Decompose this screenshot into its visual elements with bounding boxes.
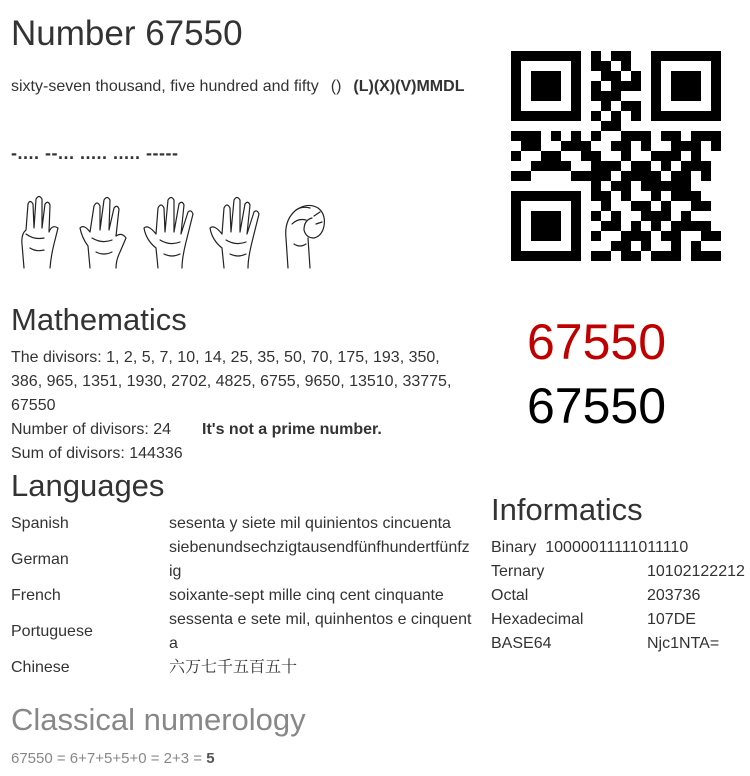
roman-numeral: (L)(X)(V)MMDL xyxy=(353,78,465,95)
info-value: 10000011111011110 xyxy=(545,539,689,556)
hand-sign-6-icon xyxy=(22,197,58,269)
number-of-divisors: Number of divisors: 24 xyxy=(11,421,172,438)
language-value: sesenta y siete mil quinientos cincuenta xyxy=(169,515,451,532)
numerology-equation xyxy=(11,750,215,767)
table-row xyxy=(11,584,473,608)
language-name: French xyxy=(11,587,61,604)
info-name: Octal xyxy=(491,587,529,604)
info-name: Binary xyxy=(491,539,537,556)
number-in-words xyxy=(11,78,464,96)
prime-status: It's not a prime number. xyxy=(202,421,382,438)
number-display-black: 67550 xyxy=(527,378,667,434)
language-value: 六万七千五百五十 xyxy=(169,659,298,676)
hand-sign-0-icon xyxy=(286,205,325,268)
table-row xyxy=(11,608,473,656)
morse-code: -.... --... ..... ..... ----- xyxy=(11,143,179,163)
words-parenthesis: () xyxy=(330,78,342,95)
hand-sign-5-icon xyxy=(210,198,259,269)
language-name: Portuguese xyxy=(11,623,93,640)
language-value: siebenundsechzigtausendfünfhundertfünfzig xyxy=(169,539,470,580)
table-row xyxy=(491,560,745,584)
info-name: Hexadecimal xyxy=(491,611,584,628)
language-value: soixante-sept mille cinq cent cinquante xyxy=(169,587,444,604)
page-title: Number 67550 xyxy=(11,14,243,53)
table-row xyxy=(491,536,745,560)
hand-sign-5-icon xyxy=(144,198,193,269)
table-row xyxy=(491,608,745,632)
info-value: 107DE xyxy=(647,611,696,628)
info-value: 10102122212 xyxy=(647,563,745,580)
table-row xyxy=(11,656,473,680)
table-row xyxy=(11,536,473,584)
numerology-result: 5 xyxy=(206,750,215,767)
language-name: German xyxy=(11,551,69,568)
info-name: BASE64 xyxy=(491,635,552,652)
qr-code-icon xyxy=(511,51,721,261)
sum-of-divisors: Sum of divisors: 144336 xyxy=(11,445,183,462)
numerology-heading: Classical numerology xyxy=(11,702,306,737)
info-value: 203736 xyxy=(647,587,701,604)
words-text: sixty-seven thousand, five hundred and fifty xyxy=(11,78,319,95)
table-row xyxy=(491,632,745,656)
info-name: Ternary xyxy=(491,563,545,580)
informatics-table xyxy=(491,536,745,656)
divisors-list: The divisors: 1, 2, 5, 7, 10, 14, 25, 35, 50, 70, 175, 193, 350, 386, 965, 1351, 1930, 2702, 4825, 6755, 9650, 13510, 33775, 67550 xyxy=(11,349,452,414)
informatics-heading: Informatics xyxy=(491,492,643,527)
table-row xyxy=(491,584,745,608)
mathematics-heading: Mathematics xyxy=(11,302,187,337)
asl-fingerspelling-hands-icon xyxy=(14,194,334,270)
language-name: Spanish xyxy=(11,515,69,532)
languages-heading: Languages xyxy=(11,468,165,503)
language-value: sessenta e sete mil, quinhentos e cinquenta xyxy=(169,611,472,652)
binary-row xyxy=(491,536,745,560)
info-value: Njc1NTA= xyxy=(647,635,720,652)
number-display-red: 67550 xyxy=(527,314,667,370)
hand-sign-7-icon xyxy=(80,198,126,269)
numerology-sum: 67550 = 6+7+5+5+0 = 2+3 = xyxy=(11,750,203,767)
table-row xyxy=(11,512,473,536)
languages-table xyxy=(11,512,473,680)
language-name: Chinese xyxy=(11,659,70,676)
